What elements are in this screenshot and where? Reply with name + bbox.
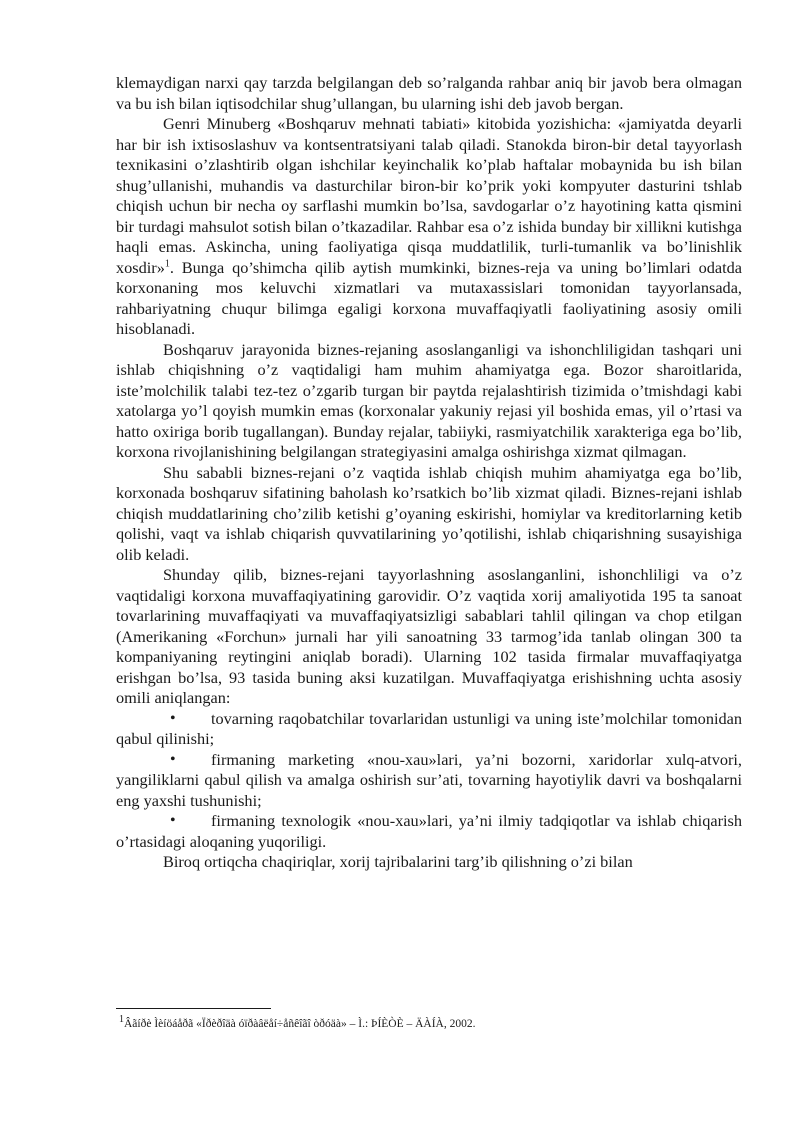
paragraph-1: klemaydigan narxi qay tarzda belgilangan deb so’ralganda rahbar aniq bir javob bera olmagan va bu ish bilan iqtisodchilar shug’ullangan, bu ularning ishi deb javob bergan. [116, 73, 742, 113]
bullet-item-1 [116, 709, 742, 750]
bullet-item-2 [116, 750, 742, 812]
footnote-mark: 1 [119, 1014, 124, 1026]
paragraph-5: Shunday qilib, biznes-rejani tayyorlashning asoslanganlini, ishonchliligi va o’z vaqtidaligi korxona muvaffaqiyatining garovidir. O’z vaqtida xorij amaliyotida 195 ta sanoat tovarlarining muvaffaqiyati va muvaffaqiyatsizligi sabablari tahlil qilingan va chop etilgan (Amerikaning «Forchun» jurnali har yili sanoatning 33 tarmog’ida tanlab olingan 300 ta kompaniyaning reytingini aniqlab boradi). Ularning 102 tasida firmalar muvaffaqiyatga erishgan bo’lsa, 93 tasida buning aksi kuzatilgan. Muvaffaqiyatga erishishning uchta asosiy omili aniqlangan: [116, 565, 742, 707]
paragraph-2-quote: Genri Minuberg «Boshqaruv mehnati tabiati» kitobida yozishicha: «jamiyatda deyarli har bir ish ixtisoslashuv va kontsentratsiyani talab qiladi. Stanokda biron-bir detal tayyorlash texnikasini o’zlashtirib olgan ishchilar keyinchalik ko’plab haftalar mobaynida bu ish bilan shug’ullanishi, muhandis va dasturchilar biron-bir ko’prik yoki kompyuter dasturini tshlab chiqish uchun bir necha oy sarflashi mumkin bo’lsa, savdogarlar o’z hayotining katta qismini bir turdagi mahsulot sotish bilan o’tkazadilar. Rahbar esa o’z ishida bunday bir xillikni kutishga haqli emas. Askincha, uning faoliyatiga qisqa muddatlilik, turli-tumanlik va bo’linishlik xosdir» [116, 114, 742, 277]
bullet-item-2-text: firmaning marketing «nou-xau»lari, ya’ni bozorni, xaridorlar xulq-atvori, yangiliklarni qabul qilish va amalga oshirish sur’ati, tovarning hayotiylik davri va boshqalarni eng yaxshi tushunishi; [116, 749, 742, 810]
paragraph-6: Biroq ortiqcha chaqiriqlar, xorij tajribalarini targ’ib qilishning o’zi bilan [163, 852, 633, 871]
paragraph-3: Boshqaruv jarayonida biznes-rejaning asoslanganligi va ishonchliligidan tashqari uni ishlab chiqishning o’z vaqtidaligi ham muhim ahamiyatga ega. Bozor sharoitlarida, iste’molchilik talabi tez-tez o’zgarib turgan bir paytda rejalashtirish tizimida o’tmishdagi kabi xatolarga yo’l qoyish mumkin emas (korxonalar yakuniy rejasi yil boshida emas, yil o’rtasi va hatto oxiriga borib tugallangan). Bunday rejalar, tabiiyki, rasmiyatchilik xarakteriga ega bo’lib, korxona rivojlanishining belgilangan strategiyasini amalga oshirishga xizmat qilmagan. [116, 339, 742, 461]
bullet-icon: • [170, 812, 176, 829]
bullet-icon: • [170, 750, 176, 768]
body-text [116, 73, 742, 873]
paragraph-4: Shu sababli biznes-rejani o’z vaqtida ishlab chiqish muhim ahamiyatga ega bo’lib, korxonada boshqaruv sifatining baholash ko’rsatkich bo’lib xizmat qiladi. Biznes-rejani ishlab chiqish muddatlarining cho’zilib ketishi g’oyaning eskirishi, homiylar va kreditorlarning ketib qolishi, vaqt va ishlab chiqarish quvvatilarining yo’qotilishi, ishlab chiqarishning susayishiga olib keladi. [116, 462, 742, 564]
footnote-reference[interactable]: 1 [164, 258, 170, 270]
paragraph-2 [116, 114, 742, 340]
bullet-item-3-text: firmaning texnologik «nou-xau»lari, ya’ni ilmiy tadqiqotlar va ishlab chiqarish o’rtasidagi aloqaning yuqoriligi. [116, 811, 742, 851]
footnote-separator [116, 1008, 271, 1009]
bullet-item-1-text: tovarning raqobatchilar tovarlaridan ustunligi va uning iste’molchilar tomonidan qabul qilinishi; [116, 708, 742, 748]
bullet-item-3 [116, 811, 742, 852]
paragraph-2-continuation: . Bunga qo’shimcha qilib aytish mumkinki, biznes-reja va uning bo’limlari odatda korxonaning mos keluvchi xizmatlari va mutaxassislari tomonidan tayyorlansada, rahbariyatning chuqur bilimga egaligi korxona muvaffaqiyatli faoliyatining asosiy omili hisoblanadi. [116, 257, 742, 338]
bullet-icon: • [170, 709, 176, 727]
footnote [119, 1016, 739, 1032]
footnote-text: Âãíðè Ìèíöáåðã «Ïðèðîäà óïðàâëåí÷åñêîãî òðóäà» – Ì.: ÞÍÈÒÈ – ÄÀÍÀ, 2002. [124, 1018, 476, 1030]
